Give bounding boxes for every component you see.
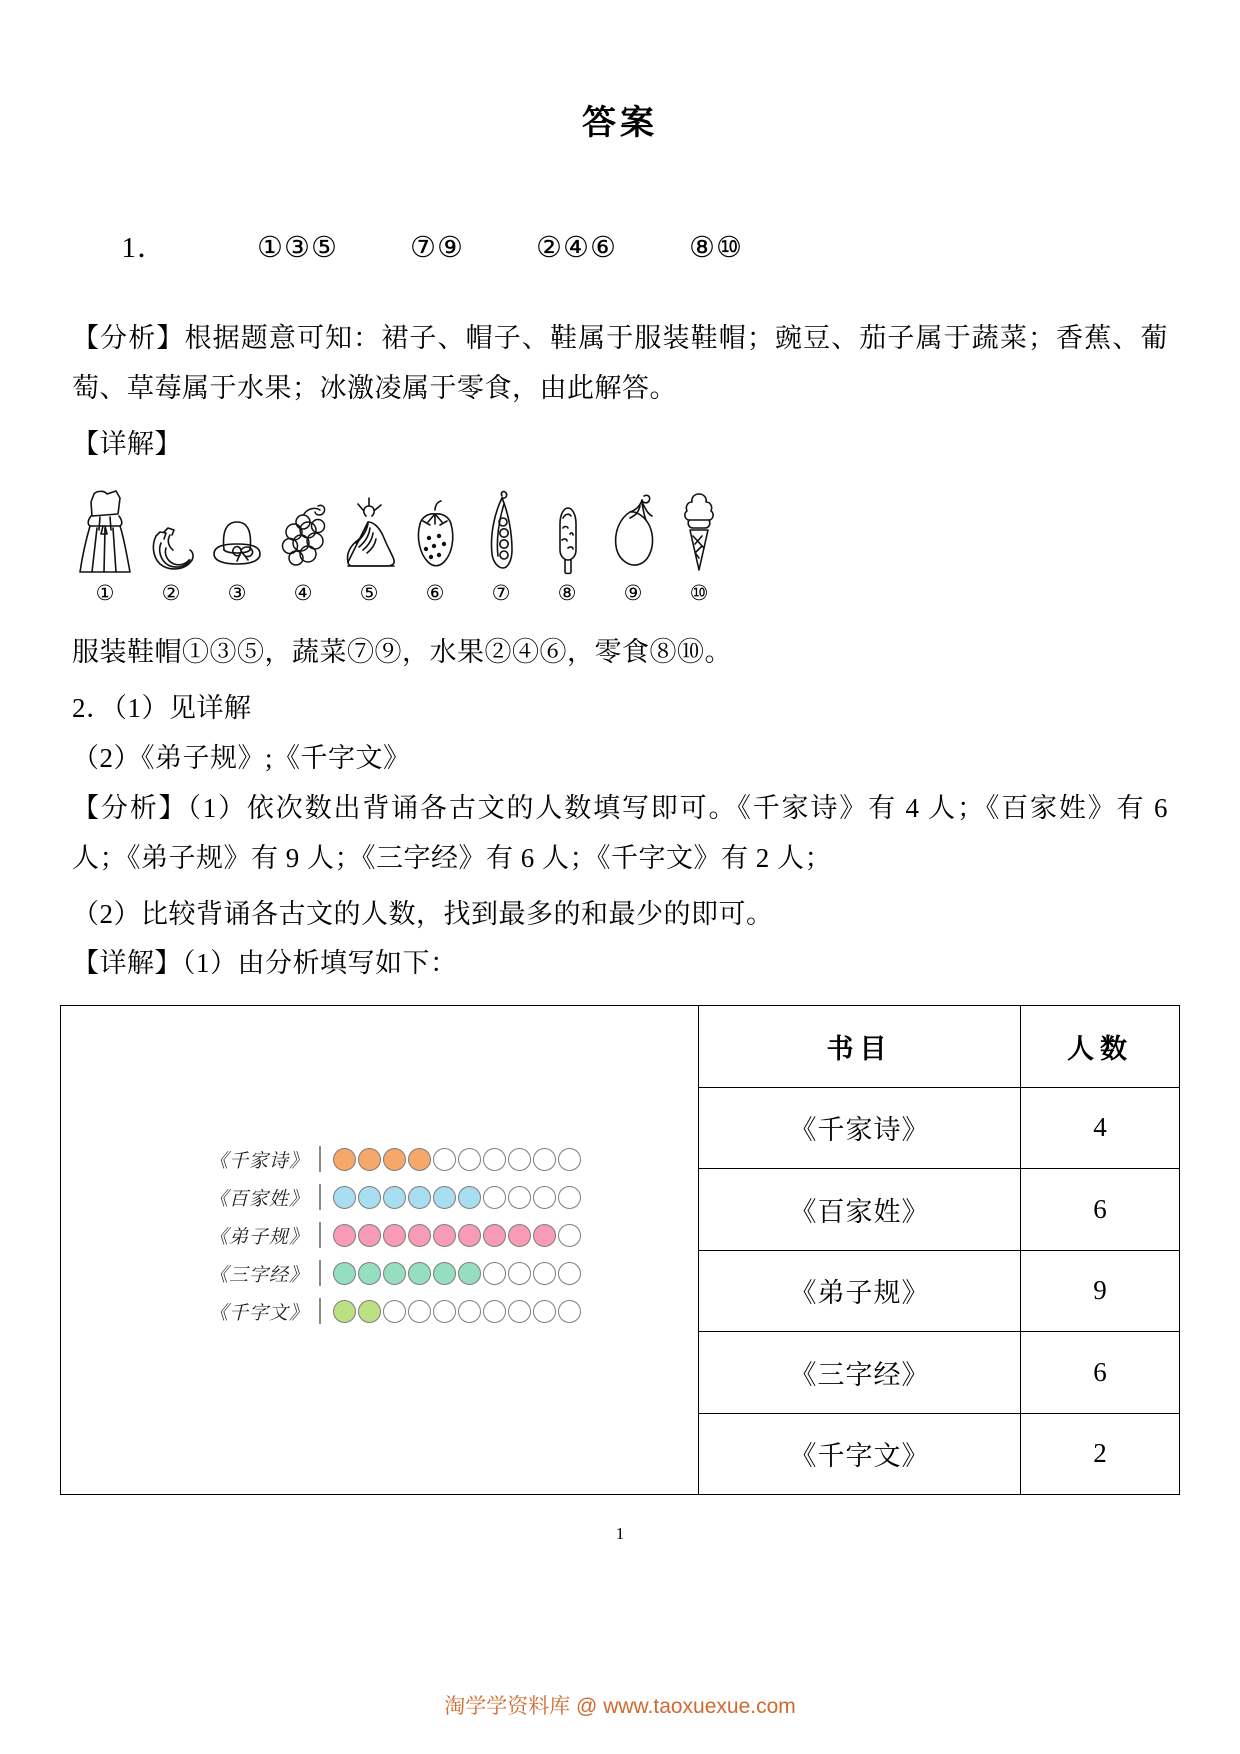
table-cell-count: 6 xyxy=(1093,1193,1107,1224)
hat-icon xyxy=(208,488,266,576)
dot-empty xyxy=(383,1300,406,1323)
icon-label-7: ⑦ xyxy=(491,580,511,605)
banana-icon xyxy=(142,488,200,576)
dot-chart-axis xyxy=(319,1146,321,1172)
dot-filled xyxy=(458,1262,481,1285)
dot-filled xyxy=(358,1224,381,1247)
dot-chart-row-label: 《千家诗》 xyxy=(208,1150,309,1172)
dot-filled xyxy=(508,1224,531,1247)
dot-chart-dots xyxy=(333,1148,581,1171)
page-title: 答案 xyxy=(582,105,658,142)
icon-cell-7 xyxy=(468,488,534,604)
dot-chart-row xyxy=(191,1184,581,1210)
eggplant-icon xyxy=(604,488,662,576)
dot-empty xyxy=(558,1300,581,1323)
table-header-row xyxy=(699,1006,1179,1088)
icon-label-2: ② xyxy=(161,580,181,605)
dot-filled xyxy=(333,1186,356,1209)
dot-filled xyxy=(433,1224,456,1247)
dot-chart xyxy=(191,1146,581,1324)
dot-empty xyxy=(508,1262,531,1285)
dot-filled xyxy=(408,1186,431,1209)
dot-empty xyxy=(558,1224,581,1247)
table-row xyxy=(699,1169,1179,1251)
dot-empty xyxy=(533,1300,556,1323)
dot-filled xyxy=(458,1186,481,1209)
dot-chart-dots xyxy=(333,1186,581,1209)
grapes-icon xyxy=(274,488,332,576)
dot-empty xyxy=(433,1148,456,1171)
icon-cell-1 xyxy=(72,488,138,604)
table-cell-book: 《千字文》 xyxy=(699,1414,1021,1495)
icon-cell-6 xyxy=(402,488,468,604)
pea-pod-icon xyxy=(472,488,530,576)
q2-analysis-2: （2）比较背诵各古文的人数，找到最多的和最少的即可。 xyxy=(72,898,774,929)
icon-cell-9 xyxy=(600,488,666,604)
strawberry-icon xyxy=(406,488,464,576)
icon-cell-8 xyxy=(534,488,600,604)
table-cell-count: 6 xyxy=(1093,1356,1107,1387)
table-row xyxy=(699,1251,1179,1333)
dot-chart-dots xyxy=(333,1300,581,1323)
dot-filled xyxy=(383,1224,406,1247)
table-cell-book: 《百家姓》 xyxy=(699,1169,1021,1250)
dot-filled xyxy=(408,1224,431,1247)
dot-empty xyxy=(508,1300,531,1323)
table-cell-book: 《三字经》 xyxy=(699,1332,1021,1413)
dot-empty xyxy=(483,1262,506,1285)
dot-filled xyxy=(358,1262,381,1285)
dot-chart-pane xyxy=(61,1006,699,1494)
q1-conclusion: 服装鞋帽①③⑤，蔬菜⑦⑨，水果②④⑥，零食⑧⑩。 xyxy=(72,636,732,667)
dot-empty xyxy=(458,1300,481,1323)
q2-line-1: 2．（1）见详解 xyxy=(72,692,252,723)
dress-icon xyxy=(76,488,134,576)
table-row xyxy=(699,1088,1179,1170)
q1-icon-strip xyxy=(72,488,732,604)
dot-filled xyxy=(383,1262,406,1285)
dot-empty xyxy=(508,1186,531,1209)
dot-filled xyxy=(333,1224,356,1247)
table-header-book: 书目 xyxy=(699,1006,1021,1087)
dot-chart-row xyxy=(191,1146,581,1172)
q1-analysis: 【分析】根据题意可知：裙子、帽子、鞋属于服装鞋帽；豌豆、茄子属于蔬菜；香蕉、葡萄、草莓属于水果；冰激凌属于零食，由此解答。 xyxy=(72,323,1168,403)
icon-cell-2 xyxy=(138,488,204,604)
dot-empty xyxy=(483,1300,506,1323)
q1-group-3: ②④⑥ xyxy=(536,232,618,264)
dot-chart-row-label: 《百家姓》 xyxy=(208,1188,309,1210)
table-row xyxy=(699,1414,1179,1495)
dot-chart-axis xyxy=(319,1184,321,1210)
dot-empty xyxy=(483,1186,506,1209)
q1-detail-label: 【详解】 xyxy=(72,428,182,459)
dot-filled xyxy=(358,1148,381,1171)
dot-empty xyxy=(558,1262,581,1285)
q1-group-1: ①③⑤ xyxy=(257,232,339,264)
icon-cell-5 xyxy=(336,488,402,604)
table-row xyxy=(699,1332,1179,1414)
table-cell-count: 2 xyxy=(1093,1438,1107,1469)
dot-empty xyxy=(458,1148,481,1171)
table-cell-count: 4 xyxy=(1093,1112,1107,1143)
dot-filled xyxy=(458,1224,481,1247)
document-body xyxy=(72,205,1168,995)
dot-empty xyxy=(533,1186,556,1209)
q1-answer-line xyxy=(72,205,1168,292)
dot-chart-row-label: 《三字经》 xyxy=(208,1264,309,1286)
dot-chart-row xyxy=(191,1260,581,1286)
dot-chart-row xyxy=(191,1298,581,1324)
dot-empty xyxy=(533,1148,556,1171)
dot-filled xyxy=(408,1148,431,1171)
icon-label-5: ⑤ xyxy=(359,580,379,605)
dot-chart-row-label: 《弟子规》 xyxy=(208,1226,309,1248)
answer-outer-box xyxy=(60,1005,1180,1495)
dot-filled xyxy=(333,1262,356,1285)
dot-filled xyxy=(358,1300,381,1323)
q2-line-2: （2）《弟子规》;《千字文》 xyxy=(72,742,411,773)
dot-chart-axis xyxy=(319,1222,321,1248)
icon-cell-3 xyxy=(204,488,270,604)
dot-filled xyxy=(358,1186,381,1209)
dot-filled xyxy=(333,1148,356,1171)
dot-chart-dots xyxy=(333,1262,581,1285)
icon-label-1: ① xyxy=(95,580,115,605)
table-cell-book: 《弟子规》 xyxy=(699,1251,1021,1332)
page-number: 1 xyxy=(615,1524,625,1543)
watermark: 淘学学资料库 @ www.taoxuexue.com xyxy=(444,1695,796,1718)
dot-chart-row xyxy=(191,1222,581,1248)
dot-chart-row-label: 《千字文》 xyxy=(208,1302,309,1324)
table-header-count: 人数 xyxy=(1067,1033,1133,1064)
dot-chart-axis xyxy=(319,1260,321,1286)
table-cell-count: 9 xyxy=(1093,1275,1107,1306)
icon-label-3: ③ xyxy=(227,580,247,605)
q2-answer-block xyxy=(60,1005,1180,1495)
ice-cream-cone-icon xyxy=(670,488,728,576)
dot-filled xyxy=(483,1224,506,1247)
dot-empty xyxy=(508,1148,531,1171)
q1-number: 1． xyxy=(121,232,168,264)
shoe-icon xyxy=(340,488,398,576)
icon-label-9: ⑨ xyxy=(623,580,643,605)
dot-empty xyxy=(558,1186,581,1209)
dot-filled xyxy=(333,1300,356,1323)
dot-empty xyxy=(533,1262,556,1285)
icon-label-4: ④ xyxy=(293,580,313,605)
dot-filled xyxy=(383,1148,406,1171)
dot-chart-dots xyxy=(333,1224,581,1247)
dot-empty xyxy=(433,1300,456,1323)
icon-cell-4 xyxy=(270,488,336,604)
popsicle-icon xyxy=(538,488,596,576)
dot-empty xyxy=(408,1300,431,1323)
icon-label-10: ⑩ xyxy=(689,580,709,605)
icon-label-8: ⑧ xyxy=(557,580,577,605)
dot-empty xyxy=(483,1148,506,1171)
dot-chart-axis xyxy=(319,1298,321,1324)
q2-detail-label: 【详解】（1）由分析填写如下： xyxy=(72,948,458,979)
q1-group-2: ⑦⑨ xyxy=(410,232,465,264)
dot-filled xyxy=(533,1224,556,1247)
icon-label-6: ⑥ xyxy=(425,580,445,605)
dot-empty xyxy=(558,1148,581,1171)
q1-group-4: ⑧⑩ xyxy=(689,232,744,264)
table-cell-book: 《千家诗》 xyxy=(699,1088,1021,1169)
icon-cell-10 xyxy=(666,488,732,604)
dot-filled xyxy=(433,1186,456,1209)
dot-filled xyxy=(383,1186,406,1209)
dot-filled xyxy=(433,1262,456,1285)
dot-filled xyxy=(408,1262,431,1285)
counts-table xyxy=(699,1006,1179,1494)
q2-analysis: 【分析】（1）依次数出背诵各古文的人数填写即可。《千家诗》有 4 人；《百家姓》有 6 人；《弟子规》有 9 人；《三字经》有 6 人；《千字文》有 2 人； xyxy=(72,792,1168,873)
